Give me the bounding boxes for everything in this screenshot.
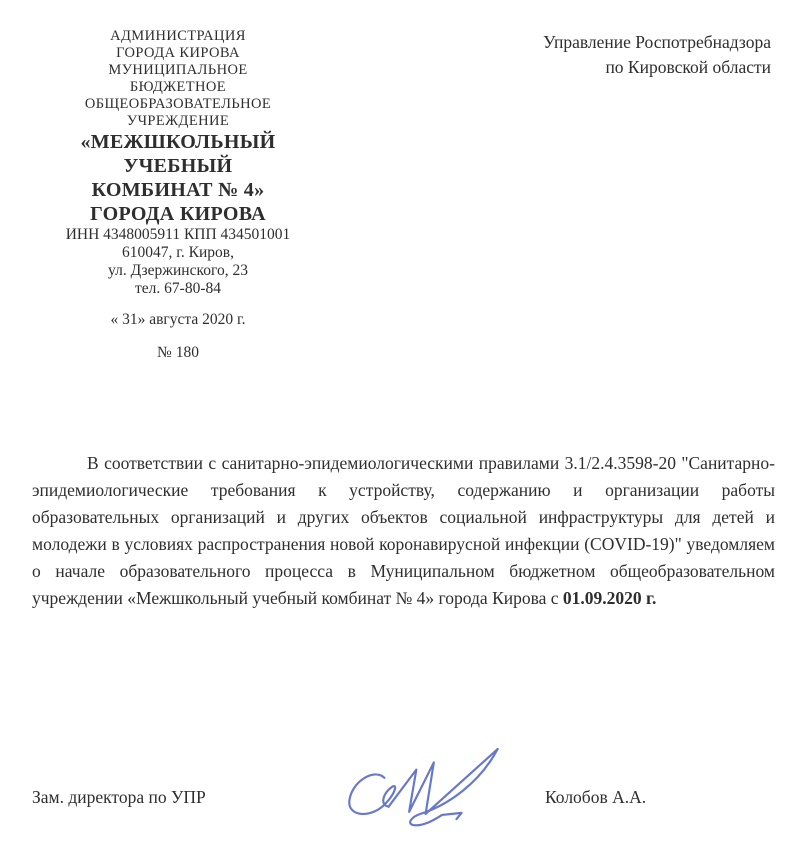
start-date-bold: 01.09.2020 г. [562,588,657,608]
signer-position: Зам. директора по УПР [32,787,206,807]
sender-postal-city: 610047, г. Киров, [122,244,234,261]
sender-org-line: МУНИЦИПАЛЬНОЕ [108,62,248,78]
recipient-line: по Кировской области [605,57,771,77]
letter-body-paragraph [32,450,775,612]
letter-date: « 31» августа 2020 г. [110,311,246,328]
recipient-block [543,30,771,362]
handwritten-signature [335,740,510,860]
signer-name: Колобов А.А. [545,787,647,807]
sender-org-name-line: «МЕЖШКОЛЬНЫЙ [80,131,276,153]
letterhead [0,0,805,362]
signoff-row [0,735,805,864]
sender-org-name-line: ГОРОДА КИРОВА [90,203,266,225]
sender-org-name [28,130,328,226]
sender-org-line: ГОРОДА КИРОВА [116,45,240,61]
sender-street-address: ул. Дзержинского, 23 [108,262,248,279]
sender-inn-kpp: ИНН 4348005911 КПП 434501001 [65,226,291,243]
recipient-line: Управление Роспотребнадзора [543,32,771,52]
sender-org-name-line: КОМБИНАТ № 4» [91,179,265,201]
sender-org-line: УЧРЕЖДЕНИЕ [126,113,230,129]
sender-org-block [28,28,328,130]
letter-number: № 180 [157,344,199,361]
sender-block [28,28,328,362]
sender-org-line: БЮДЖЕТНОЕ [129,79,227,95]
sender-org-line: ОБЩЕОБРАЗОВАТЕЛЬНОЕ [84,96,272,112]
sender-phone: тел. 67-80-84 [135,280,221,297]
sender-org-name-line: УЧЕБНЫЙ [123,155,233,177]
sender-org-line: АДМИНИСТРАЦИЯ [110,28,246,44]
sender-details-block [28,226,328,298]
body-text: В соответствии с санитарно-эпидемиологическими правилами 3.1/2.4.3598-20 "Санитарно-эпидемиологические требования к устройству, содержанию и организации работы образовательных организаций и других объектов социальной инфраструктуры для детей и молодежи в условиях распространения новой коронавирусной инфекции (COVID-19)" уведомляем о начале образовательного процесса в Муниципальном бюджетном общеобразовательном учреждении «Межшкольный учебный комбинат № 4» города Кирова с [32,453,775,608]
